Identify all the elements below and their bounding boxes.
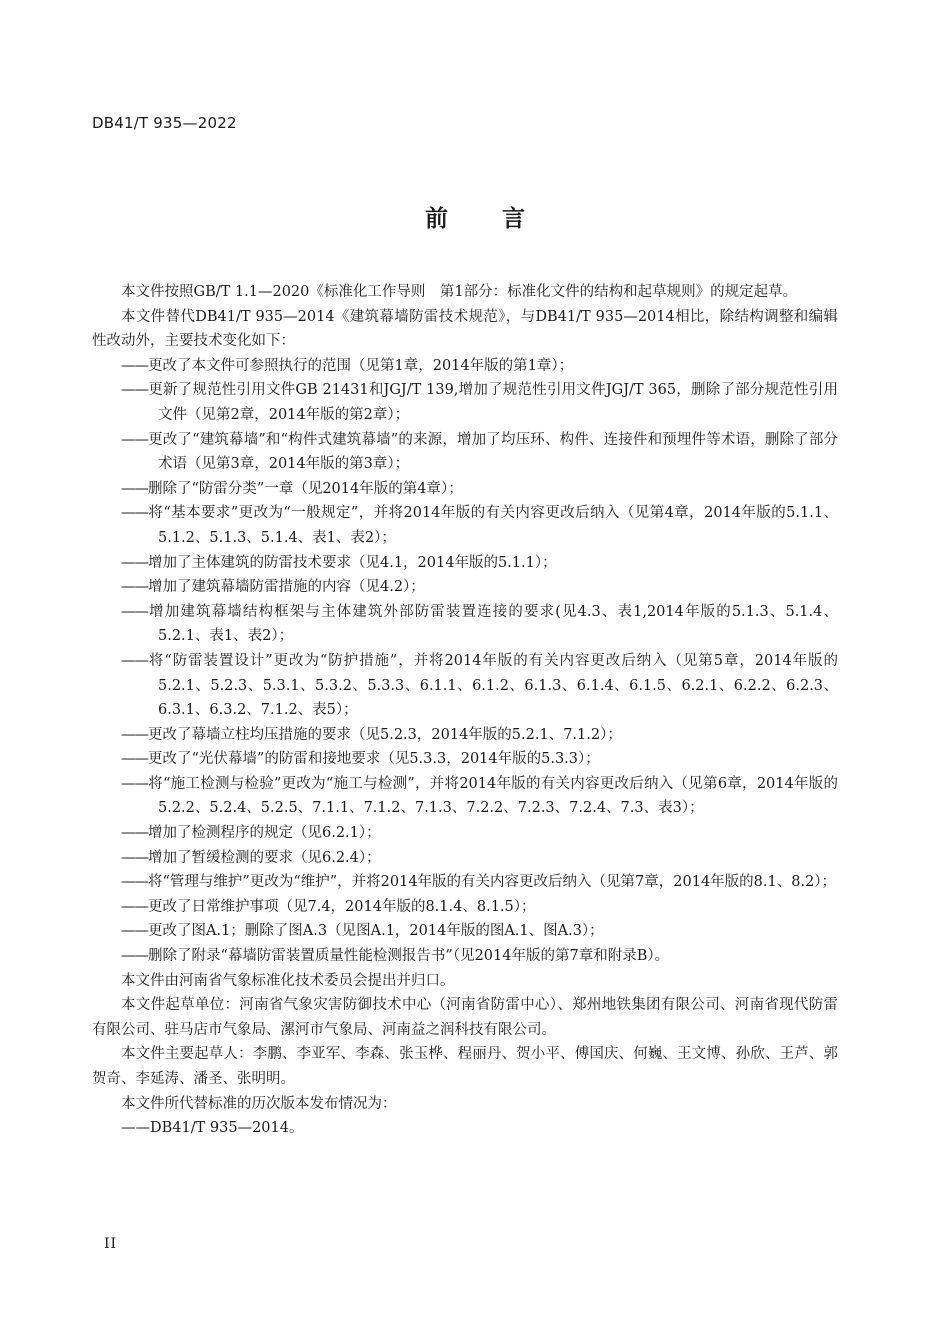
list-item: ——更改了幕墙立柱均压措施的要求（见5.2.3，2014年版的5.2.1、7.1.2）； [121,726,622,743]
list-item: ——增加建筑幕墙结构框架与主体建筑外部防雷装置连接的要求(见4.3、表1,2014年版的5.1.3、5.1.4、5.2.1、表1、表2）； [121,603,838,645]
list-dash: —— [121,751,148,768]
list-dash: —— [121,652,148,669]
closing-paragraph: 本文件主要起草人：李鹏、李亚军、李森、张玉桦、程丽丹、贺小平、傅国庆、何巍、王文博、孙欣、王芦、郭贺奇、李延涛、潘圣、张明明。 [92,1046,838,1087]
standard-code: DB41/T 935—2022 [92,114,237,132]
closing-paragraph: 本文件起草单位：河南省气象灾害防御技术中心（河南省防雷中心）、郑州地铁集团有限公司、河南省现代防雷有限公司、驻马店市气象局、漯河市气象局、河南益之润科技有限公司。 [92,997,838,1038]
list-item: ——更改了日常维护事项（见7.4，2014年版的8.1.4、8.1.5）； [121,898,536,915]
list-item: ——将“施工检测与检验”更改为“施工与检测”，并将2014年版的有关内容更改后纳入（见第6章，2014年版的5.2.2、5.2.4、5.2.5、7.1.1、7.1.2、7.1.3、7.2.2、7.2.3、7.2.4、7.3、表3）； [121,775,838,817]
document-body [92,280,838,1141]
list-dash: —— [121,603,148,620]
list-item: ——更改了“光伏幕墙”的防雷和接地要求（见5.3.3，2014年版的5.3.3）； [121,751,600,768]
list-dash: —— [121,480,148,497]
list-item: ——增加了主体建筑的防雷技术要求（见4.1，2014年版的5.1.1）； [121,554,557,571]
list-item: ——将“防雷装置设计”更改为“防护措施”，并将2014年版的有关内容更改后纳入（见第5章，2014年版的5.2.1、5.2.3、5.3.1、5.3.2、5.3.3、6.1.1、6.1.2、6.1.3、6.1.4、6.1.5、6.2.1、6.2.2、6.2.3、6.3.1、6.3.2、7.1.2、表5）； [121,652,838,719]
list-item: ——更新了规范性引用文件GB 21431和JGJ/T 139,增加了规范性引用文件JGJ/T 365，删除了部分规范性引用文件（见第2章，2014年版的第2章）； [121,382,838,423]
list-dash: —— [121,849,148,866]
closing-paragraph: 本文件由河南省气象标准化技术委员会提出并归口。 [121,972,455,989]
previous-version: ——DB41/T 935—2014。 [121,1120,304,1137]
list-dash: —— [121,898,148,915]
list-dash: —— [121,382,148,399]
list-dash: —— [121,775,148,792]
list-dash: —— [121,825,148,842]
list-item: ——更改了“建筑幕墙”和“构件式建筑幕墙”的来源，增加了均压环、构件、连接件和预埋件等术语，删除了部分术语（见第3章，2014年版的第3章）； [121,431,838,473]
list-dash: —— [121,579,148,596]
list-item: ——将“管理与维护”更改为“维护”，并将2014年版的有关内容更改后纳入（见第7章，2014年版的8.1、8.2）； [121,874,837,891]
page-title: 前言 [425,206,579,232]
list-item: ——增加了建筑幕墙防雷措施的内容（见4.2）； [121,579,425,596]
list-item: ——更改了本文件可参照执行的范围（见第1章，2014年版的第1章）； [121,357,574,374]
list-item: ——删除了“防雷分类”一章（见2014年版的第4章）； [121,480,463,497]
list-dash: —— [121,505,148,522]
list-dash: —— [121,874,148,891]
intro-paragraph: 本文件按照GB/T 1.1—2020《标准化工作导则 第1部分：标准化文件的结构和起草规则》的规定起草。 [121,284,798,300]
list-dash: —— [121,431,148,448]
list-item: ——将“基本要求”更改为“一般规定”，并将2014年版的有关内容更改后纳入（见第4章，2014年版的5.1.1、5.1.2、5.1.3、5.1.4、表1、表2）； [121,505,838,546]
list-item: ——增加了检测程序的规定（见6.2.1）； [121,825,381,842]
list-dash: —— [121,357,148,374]
closing-paragraph: 本文件所代替标准的历次版本发布情况为： [121,1095,397,1112]
list-dash: —— [121,923,148,940]
page-number: II [104,1236,118,1252]
list-item: ——删除了附录“幕墙防雷装置质量性能检测报告书”（见2014年版的第7章和附录B）。 [121,948,670,965]
changes-list [92,354,838,969]
list-dash: —— [121,554,148,571]
list-dash: —— [121,948,148,965]
list-dash: —— [121,726,148,743]
list-item: ——增加了暂缓检测的要求（见6.2.4）； [121,849,381,866]
list-item: ——更改了图A.1；删除了图A.3（见图A.1，2014年版的图A.1、图A.3）； [121,923,604,940]
intro-paragraph: 本文件替代DB41/T 935—2014《建筑幕墙防雷技术规范》，与DB41/T 935—2014相比，除结构调整和编辑性改动外，主要技术变化如下： [92,308,838,350]
